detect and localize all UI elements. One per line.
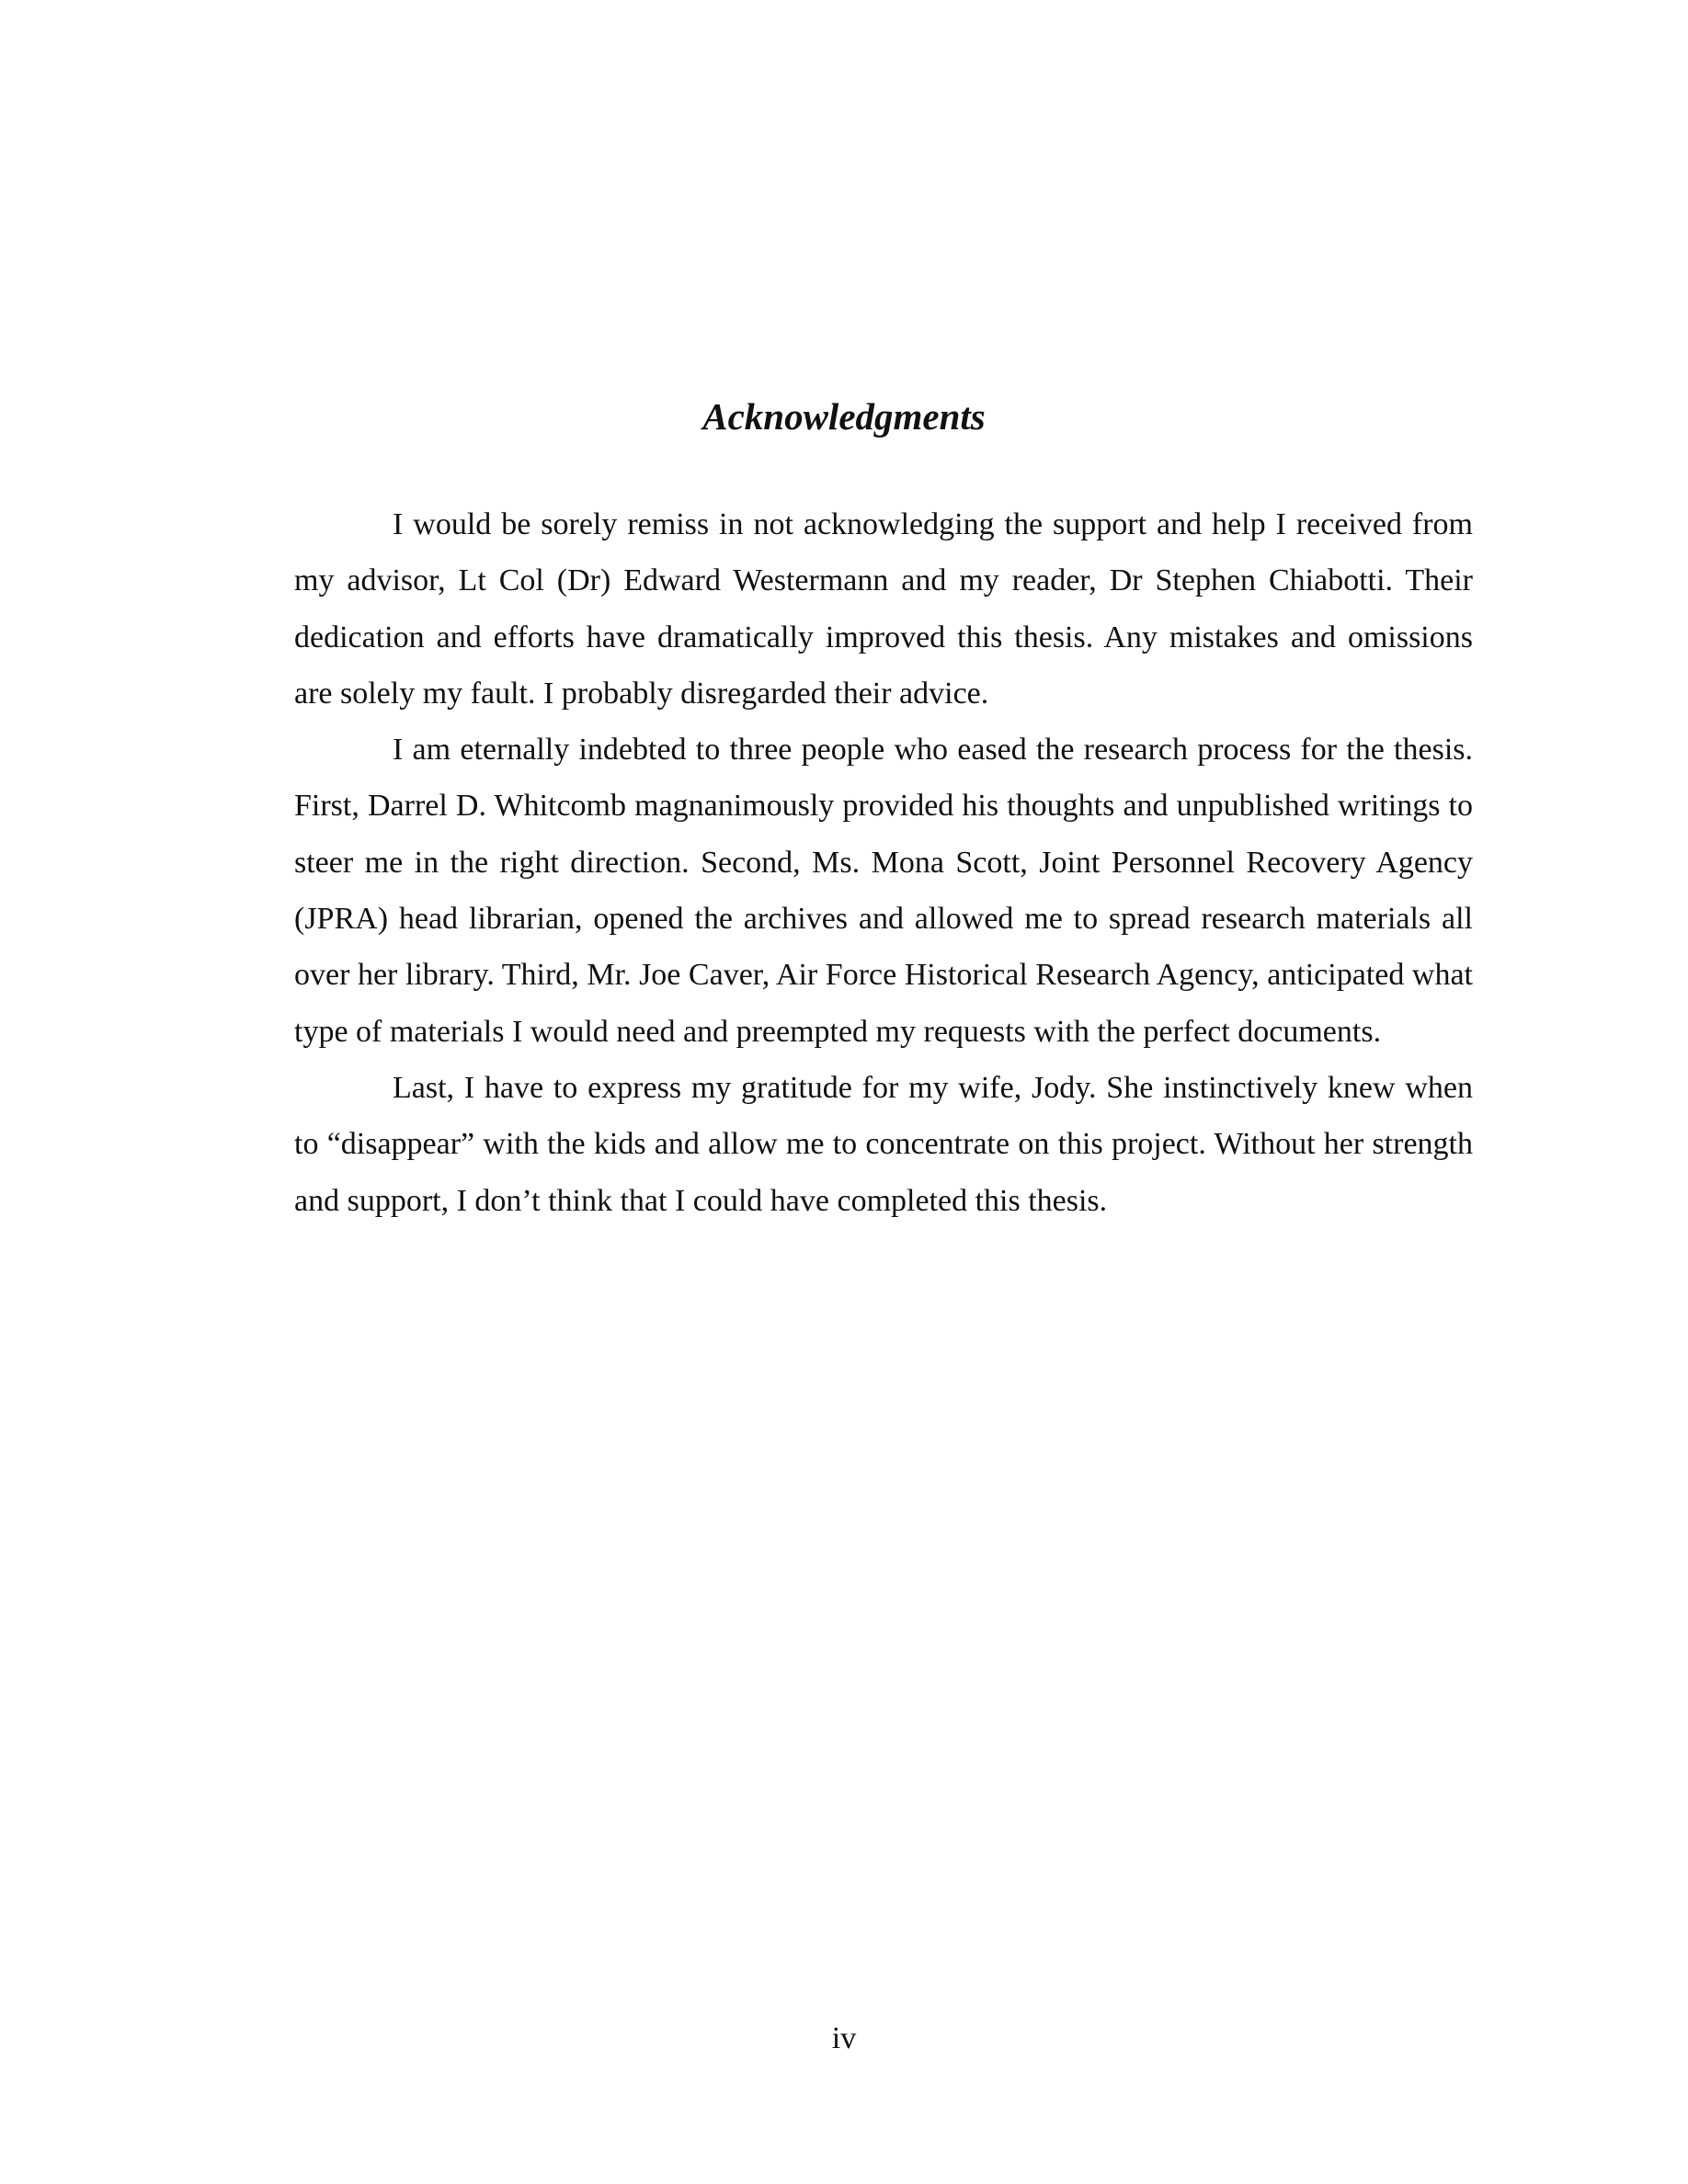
page-number: iv (831, 2021, 857, 2055)
page-title: Acknowledgments (702, 395, 986, 438)
acknowledgments-body (294, 496, 1473, 1229)
paragraph-family: Last, I have to express my gratitude for my wife, Jody. She instinctively knew when to “disappear” with the kids and allow me to concentrate on this project. Without her strength and support, I don’t think that I could have completed this thesis. (294, 1070, 1473, 1218)
paragraph-advisors: I would be sorely remiss in not acknowledging the support and help I received from my advisor, Lt Col (Dr) Edward Westermann and my reader, Dr Stephen Chiabotti. Their dedication and efforts have dramatically improved this thesis. Any mistakes and omissions are solely my fault. I probably disregarded their advice. (294, 507, 1473, 711)
paragraph-research-help: I am eternally indebted to three people who eased the research process for the thesis. First, Darrel D. Whitcomb magnanimously provided his thoughts and unpublished writings to steer me in the right direction. Second, Ms. Mona Scott, Joint Personnel Recovery Agency (JPRA) head librarian, opened the archives and allowed me to spread research materials all over her library. Third, Mr. Joe Caver, Air Force Historical Research Agency, anticipated what type of materials I would need and preempted my requests with the perfect documents. (294, 733, 1473, 1049)
